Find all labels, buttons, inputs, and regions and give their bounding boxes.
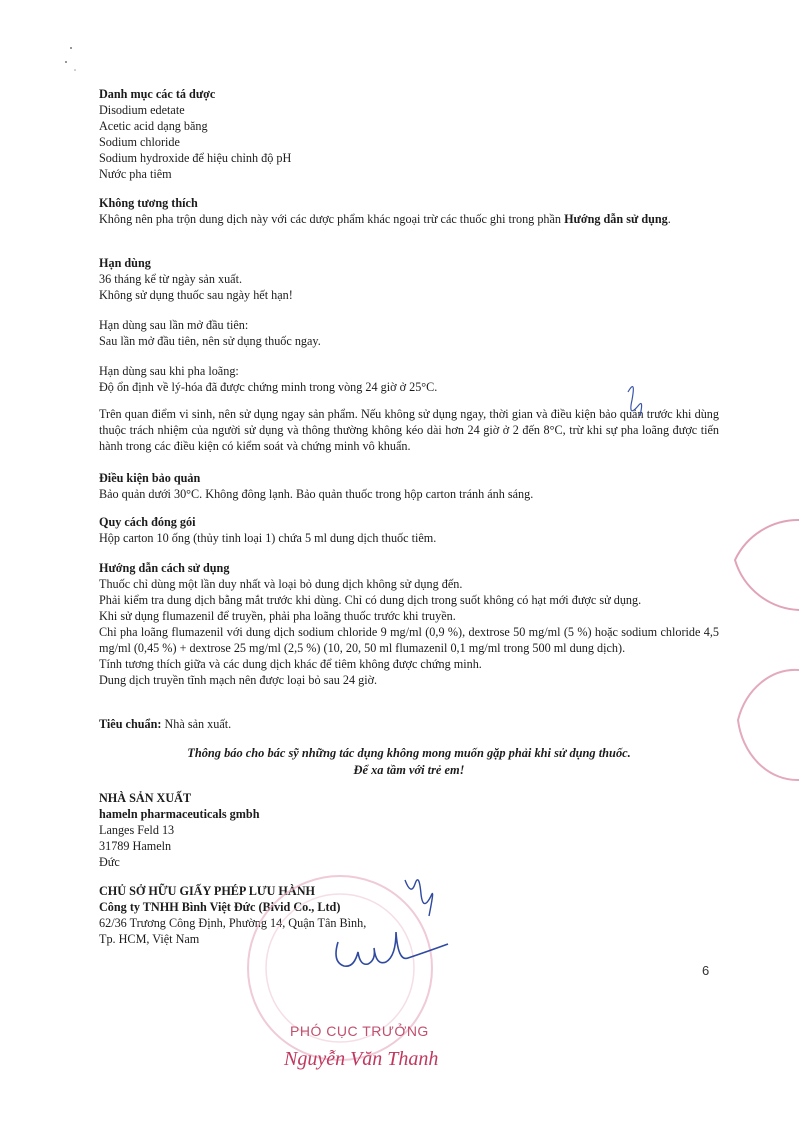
after-opening-section (99, 317, 719, 349)
standard-value: Nhà sản xuất. (164, 717, 232, 731)
license-holder-heading: CHỦ SỞ HỮU GIẤY PHÉP LƯU HÀNH (99, 884, 315, 898)
manufacturer-section (99, 790, 719, 870)
packaging-heading: Quy cách đóng gói (99, 515, 196, 529)
edge-seal (735, 520, 799, 610)
edge-seal (738, 670, 799, 780)
standard-line (99, 716, 719, 732)
incompatibility-text-start: Không nên pha trộn dung dịch này với các dược phẩm khác ngoại trừ các thuốc ghi trong phần (99, 212, 565, 226)
usage-line: Khi sử dụng flumazenil để truyền, phải pha loãng thuốc trước khi truyền. (99, 609, 456, 623)
packaging-text: Hộp carton 10 ống (thủy tinh loại 1) chứa 5 ml dung dịch thuốc tiêm. (99, 531, 437, 545)
stamp-title: PHÓ CỤC TRƯỞNG (290, 1023, 429, 1039)
usage-line: Dung dịch truyền tĩnh mạch nên được loại bỏ sau 24 giờ. (99, 673, 378, 687)
excipient-item: Sodium chloride (99, 135, 180, 149)
incompatibility-section (99, 195, 719, 227)
after-opening-text: Sau lần mở đầu tiên, nên sử dụng thuốc ngay. (99, 334, 321, 348)
excipient-item: Sodium hydroxide để hiệu chỉnh độ pH (99, 151, 292, 165)
excipients-heading: Danh mục các tá dược (99, 87, 216, 101)
microbiology-section (99, 406, 719, 454)
manufacturer-name: hameln pharmaceuticals gmbh (99, 807, 260, 821)
incompatibility-text-end: . (667, 212, 671, 226)
page-number: 6 (702, 963, 710, 978)
after-dilution-section (99, 363, 719, 395)
shelf-life-section (99, 255, 719, 303)
incompatibility-text (99, 211, 719, 227)
manufacturer-address: Đức (99, 855, 120, 869)
microbiology-text: Trên quan điểm vi sinh, nên sử dụng ngay sản phẩm. Nếu không sử dụng ngay, thời gian và điều kiện bảo quản trước khi dùng thuộc trách nhiệm của người sử dụng và thông thường không kéo dài hơn 24 giờ ở 2 đến 8°C, trừ khi sự pha loãng được tiến hành trong các điều kiện có kiểm soát và chứng minh vô khuẩn. (99, 407, 719, 453)
notice-line: Để xa tầm với trẻ em! (353, 763, 465, 777)
usage-reference: Hướng dẫn sử dụng (564, 212, 668, 226)
shelf-life-heading: Hạn dùng (99, 256, 151, 270)
incompatibility-heading: Không tương thích (99, 196, 198, 210)
usage-line: Chỉ pha loãng flumazenil với dung dịch sodium chloride 9 mg/ml (0,9 %), dextrose 50 mg/ml (5 %) hoặc sodium chloride 4,5 mg/ml (0,45 %) + dextrose 25 mg/ml (2,5 %) (10, 20, 50 ml flumazenil 0,1 mg/ml trong 500 ml dung dịch). (99, 625, 719, 655)
shelf-life-line: Không sử dụng thuốc sau ngày hết hạn! (99, 288, 293, 302)
standard-section (99, 716, 719, 732)
storage-text: Bảo quản dưới 30°C. Không đông lạnh. Bảo quản thuốc trong hộp carton tránh ánh sáng. (99, 487, 534, 501)
after-opening-title: Hạn dùng sau lần mở đầu tiên: (99, 318, 249, 332)
excipient-item: Acetic acid dạng băng (99, 119, 208, 133)
storage-section (99, 470, 719, 502)
manufacturer-address: Langes Feld 13 (99, 823, 175, 837)
excipient-item: Nước pha tiêm (99, 167, 172, 181)
shelf-life-line: 36 tháng kể từ ngày sản xuất. (99, 272, 243, 286)
stamp-name: Nguyễn Văn Thanh (284, 1048, 439, 1070)
manufacturer-address: 31789 Hameln (99, 839, 172, 853)
after-dilution-title: Hạn dùng sau khi pha loãng: (99, 364, 239, 378)
usage-line: Thuốc chỉ dùng một lần duy nhất và loại bỏ dung dịch không sử dụng đến. (99, 577, 463, 591)
storage-heading: Điều kiện bảo quản (99, 471, 201, 485)
scan-speck (65, 61, 67, 63)
excipients-section (99, 86, 719, 182)
notice-line: Thông báo cho bác sỹ những tác dụng không mong muốn gặp phải khi sử dụng thuốc. (187, 746, 631, 760)
usage-line: Tính tương thích giữa và các dung dịch khác để tiêm không được chứng minh. (99, 657, 482, 671)
after-dilution-text: Độ ổn định về lý-hóa đã được chứng minh trong vòng 24 giờ ở 25°C. (99, 380, 438, 394)
license-holder-section (99, 883, 719, 947)
packaging-section (99, 514, 719, 546)
license-holder-address: Tp. HCM, Việt Nam (99, 932, 200, 946)
excipient-item: Disodium edetate (99, 103, 185, 117)
usage-line: Phải kiểm tra dung dịch bằng mắt trước khi dùng. Chỉ có dung dịch trong suốt không có hạt mới được sử dụng. (99, 593, 642, 607)
usage-heading: Hướng dẫn cách sử dụng (99, 561, 230, 575)
license-holder-address: 62/36 Trương Công Định, Phường 14, Quận Tân Bình, (99, 916, 367, 930)
standard-label: Tiêu chuẩn: (99, 717, 162, 731)
scan-speck (74, 69, 76, 71)
manufacturer-heading: NHÀ SẢN XUẤT (99, 791, 192, 805)
usage-section (99, 560, 719, 688)
warning-notice (99, 745, 719, 779)
scan-speck (70, 47, 72, 49)
license-holder-name: Công ty TNHH Bình Việt Đức (Bivid Co., Ltd) (99, 900, 341, 914)
